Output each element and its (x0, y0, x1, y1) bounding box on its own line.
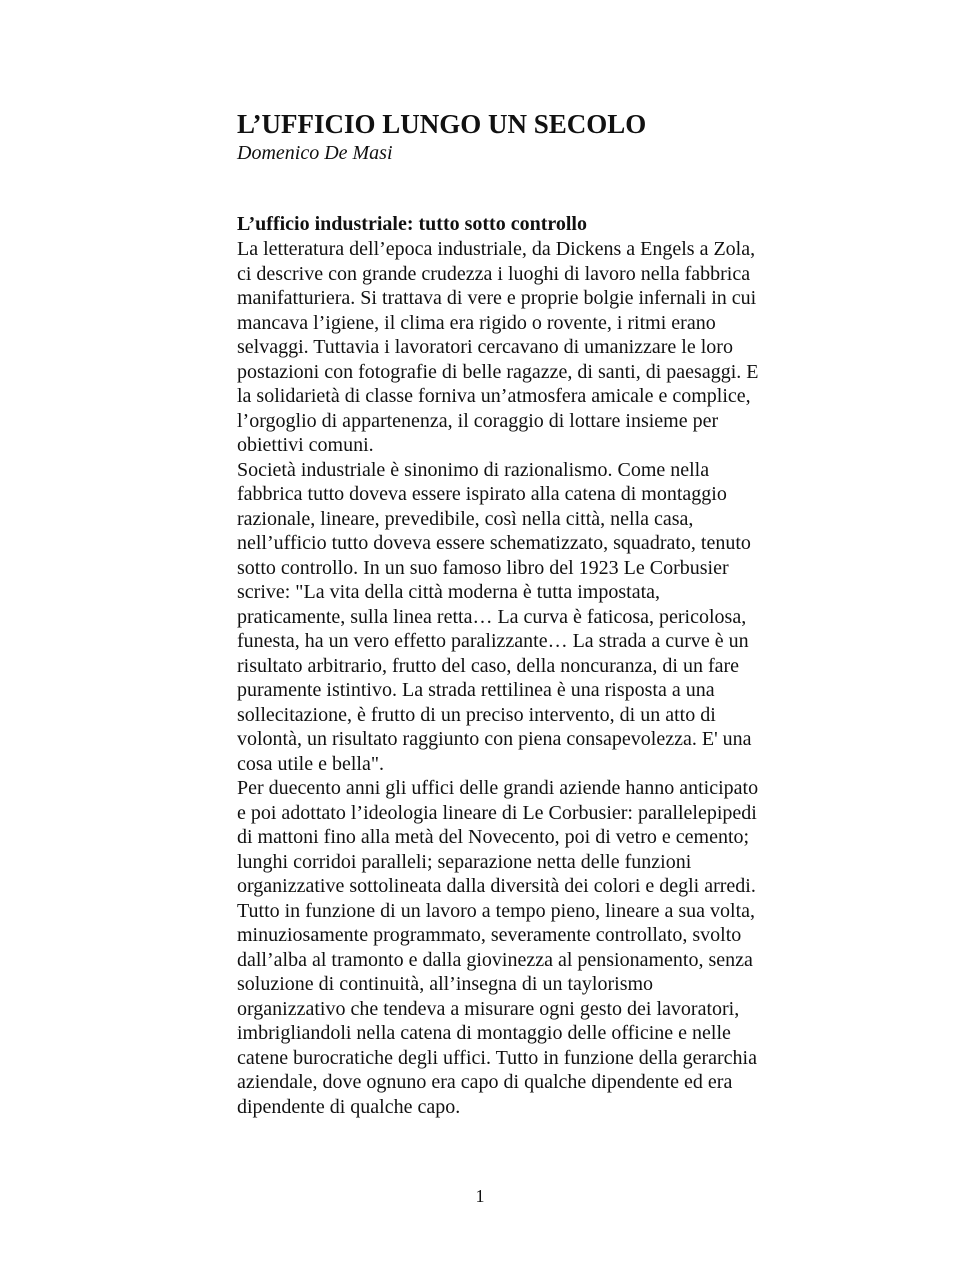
section-body (237, 212, 807, 1119)
text-line: selvaggi. Tuttavia i lavoratori cercavano di umanizzare le loro (237, 336, 733, 358)
text-line: nell’ufficio tutto doveva essere schematizzato, squadrato, tenuto (237, 532, 751, 554)
text-line: catene burocratiche degli uffici. Tutto in funzione della gerarchia (237, 1046, 757, 1069)
text-line: funesta, ha un vero effetto paralizzante… La strada a curve è un (237, 630, 749, 652)
paragraph-2 (237, 458, 807, 777)
text-line: dipendente di qualche capo. (237, 1095, 461, 1118)
text-line: praticamente, sulla linea retta… La curva è faticosa, pericolosa, (237, 605, 747, 628)
document-title: L’UFFICIO LUNGO UN SECOLO (237, 109, 647, 139)
paragraph-3 (237, 776, 807, 1119)
text-line: manifatturiera. Si trattava di vere e proprie bolgie infernali in cui (237, 287, 757, 309)
text-line: l’orgoglio di appartenenza, il coraggio di lottare insieme per (237, 409, 719, 432)
text-line: obiettivi comuni. (237, 434, 374, 456)
text-line: La letteratura dell’epoca industriale, da Dickens a Engels a Zola, (237, 238, 756, 260)
text-line: minuziosamente programmato, severamente controllato, svolto (237, 924, 742, 946)
text-line: di mattoni fino alla metà del Novecento, poi di vetro e cemento; (237, 826, 750, 848)
text-line: ci descrive con grande crudezza i luoghi di lavoro nella fabbrica (237, 262, 751, 285)
text-line: Per duecento anni gli uffici delle grandi aziende hanno anticipato (237, 777, 759, 799)
text-line: mancava l’igiene, il clima era rigido o rovente, i ritmi erano (237, 311, 716, 334)
text-line: Società industriale è sinonimo di razionalismo. Come nella (237, 458, 710, 481)
text-line: aziendale, dove ognuno era capo di qualche dipendente ed era (237, 1071, 733, 1093)
text-line: organizzativo che tendeva a misurare ogni gesto dei lavoratori, (237, 997, 740, 1020)
document-author: Domenico De Masi (237, 142, 393, 164)
text-line: razionale, lineare, prevedibile, così nella città, nella casa, (237, 507, 694, 530)
text-line: e poi adottato l’ideologia lineare di Le Corbusier: parallelepipedi (237, 801, 757, 824)
text-line: lunghi corridoi paralleli; separazione netta delle funzioni (237, 850, 692, 873)
text-line: sotto controllo. In un suo famoso libro del 1923 Le Corbusier (237, 556, 729, 579)
text-line: dall’alba al tramonto e dalla giovinezza al pensionamento, senza (237, 948, 753, 971)
text-line: postazioni con fotografie di belle ragazze, di santi, di paesaggi. E (237, 360, 759, 383)
text-line: Tutto in funzione di un lavoro a tempo pieno, lineare a sua volta, (237, 899, 756, 922)
text-line: sollecitazione, è frutto di un preciso intervento, di un atto di (237, 703, 716, 726)
text-line: imbrigliandoli nella catena di montaggio delle officine e nelle (237, 1022, 731, 1044)
paragraph-1 (237, 237, 807, 458)
page-number: 1 (475, 1186, 485, 1206)
text-line: la solidarietà di classe forniva un’atmosfera amicale e complice, (237, 385, 751, 407)
text-line: puramente istintivo. La strada rettilinea è una risposta a una (237, 679, 715, 701)
text-line: cosa utile e bella". (237, 752, 384, 775)
section-heading: L’ufficio industriale: tutto sotto controllo (237, 213, 587, 235)
text-line: fabbrica tutto doveva essere ispirato alla catena di montaggio (237, 483, 727, 505)
text-line: scrive: "La vita della città moderna è tutta impostata, (237, 581, 661, 603)
text-line: risultato arbitrario, frutto del caso, della noncuranza, di un fare (237, 654, 740, 677)
text-line: organizzative sottolineata dalla diversità dei colori e degli arredi. (237, 875, 756, 897)
text-line: volontà, un risultato raggiunto con piena consapevolezza. E' una (237, 728, 752, 750)
text-line: soluzione di continuità, all’insegna di un taylorismo (237, 973, 654, 995)
